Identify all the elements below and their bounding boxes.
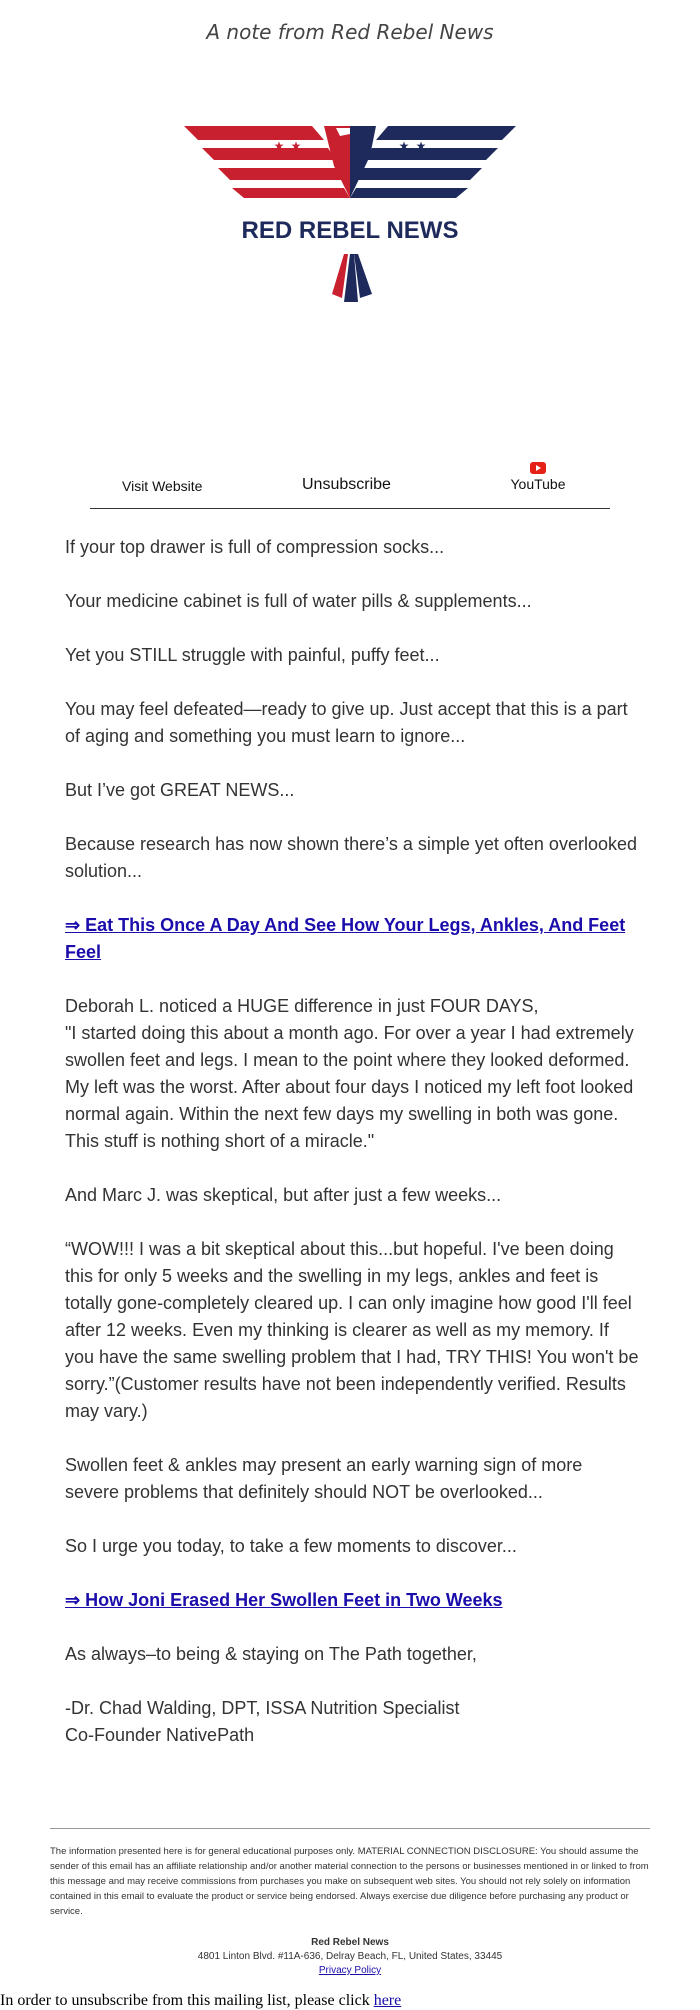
unsubscribe-footer — [0, 1992, 700, 2010]
testimonial-quote: "I started doing this about a month ago. For over a year I had extremely swollen feet and legs. I mean to the point where they looked deformed. My left was the worst. After about four days I noticed my left foot looked normal again. Within the next few days my swelling in both was gone. This stuff is nothing short of a miracle." — [65, 1023, 634, 1151]
testimonial-intro: Deborah L. noticed a HUGE difference in just FOUR DAYS, — [65, 996, 539, 1016]
paragraph: Because research has now shown there’s a simple yet often overlooked solution... — [65, 834, 637, 881]
cta-paragraph — [65, 912, 640, 966]
youtube-link[interactable] — [506, 462, 570, 492]
paragraph: As always–to being & staying on The Path together, — [65, 1644, 477, 1664]
disclaimer-text: The information presented here is for general educational purposes only. MATERIAL CONNECTION DISCLOSURE: You should assume the sender of this email has an affiliate relationship and/or another material connection to the persons or businesses mentioned in or linked to from this message and may receive commissions from purchases you make on subsequent web sites. You should not rely solely on information contained in this email to evaluate the product or service being endorsed. Always exercise due diligence before purchasing any product or service. — [50, 1846, 649, 1917]
divider — [50, 1828, 650, 1829]
footer-company-name: Red Rebel News — [311, 1937, 389, 1948]
unsubscribe-here-link[interactable]: here — [373, 1992, 402, 2009]
svg-text:★: ★ — [290, 139, 302, 153]
privacy-policy-link[interactable]: Privacy Policy — [318, 1965, 382, 1976]
footer-address: 4801 Linton Blvd. #11A-636, Delray Beach, FL, United States, 33445 — [197, 1951, 503, 1962]
email-body — [65, 534, 640, 1776]
paragraph: If your top drawer is full of compression socks... — [65, 537, 445, 557]
youtube-label: YouTube — [510, 476, 566, 492]
logo-wordmark: RED REBEL NEWS — [241, 217, 459, 244]
cta-paragraph — [65, 1587, 640, 1614]
paragraph: And Marc J. was skeptical, but after just a few weeks... — [65, 1185, 502, 1205]
youtube-icon — [530, 462, 546, 474]
eat-this-once-link[interactable]: ⇒ Eat This Once A Day And See How Your Legs, Ankles, And Feet Feel — [65, 915, 626, 962]
signature — [65, 1695, 640, 1749]
svg-text:★: ★ — [273, 139, 285, 153]
visit-website-link[interactable]: Visit Website — [122, 478, 203, 494]
paragraph: Your medicine cabinet is full of water pills & supplements... — [65, 591, 532, 611]
joni-swollen-feet-link[interactable]: ⇒ How Joni Erased Her Swollen Feet in Two Weeks — [65, 1590, 503, 1610]
svg-text:★: ★ — [415, 139, 427, 153]
testimonial-marc: “WOW!!! I was a bit skeptical about this...but hopeful. I've been doing this for only 5 weeks and the swelling in my legs, ankles and feet is totally gone-completely cleared up. I can only imagine how good I'll feel after 12 weeks. Even my thinking is clearer as well as my memory. If you have the same swelling problem that I had, TRY THIS! You won't be sorry.”(Customer results have not been independently verified. Results may vary.) — [65, 1239, 639, 1421]
footer — [0, 1936, 700, 1978]
svg-text:★: ★ — [398, 139, 410, 153]
unsubscribe-footer-text: In order to unsubscribe from this mailing list, please click — [0, 1992, 374, 2009]
header-tagline: A note from Red Rebel News — [206, 20, 494, 44]
testimonial-deborah — [65, 993, 640, 1155]
signature-name: -Dr. Chad Walding, DPT, ISSA Nutrition Specialist — [65, 1698, 460, 1718]
eagle-logo-icon — [184, 126, 516, 310]
nav-bar — [90, 458, 610, 509]
paragraph: Swollen feet & ankles may present an early warning sign of more severe problems that definitely should NOT be overlooked... — [65, 1455, 583, 1502]
paragraph: You may feel defeated—ready to give up. Just accept that this is a part of aging and something you must learn to ignore... — [65, 699, 628, 746]
red-rebel-news-logo — [184, 126, 516, 310]
paragraph: Yet you STILL struggle with painful, puffy feet... — [65, 645, 440, 665]
paragraph: But I’ve got GREAT NEWS... — [65, 780, 295, 800]
paragraph: So I urge you today, to take a few moments to discover... — [65, 1536, 517, 1556]
unsubscribe-link[interactable]: Unsubscribe — [302, 476, 391, 493]
signature-title: Co-Founder NativePath — [65, 1725, 255, 1745]
